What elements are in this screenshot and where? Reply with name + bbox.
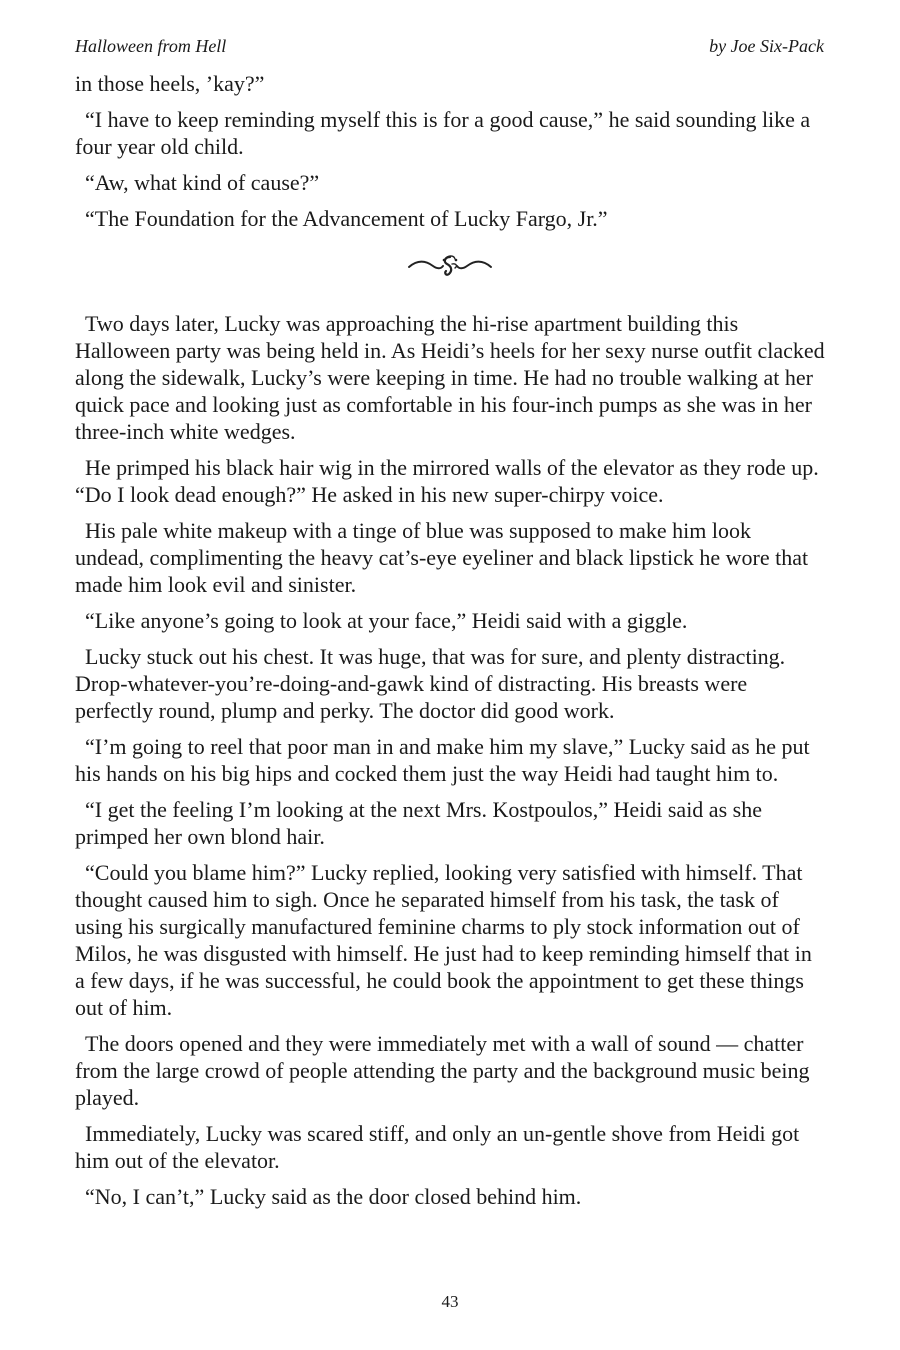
paragraph: The doors opened and they were immediately met with a wall of sound — chatter from the large crowd of people attending the party and the background music being played. — [75, 1031, 810, 1110]
page-number: 43 — [441, 1292, 459, 1311]
running-header — [75, 36, 824, 56]
paragraph: “Could you blame him?” Lucky replied, looking very satisfied with himself. That thought caused him to sigh. Once he separated himself from his task, the task of using his surgically manufactured feminine charms to ply stock information out of Milos, he was disgusted with himself. He just had to keep reminding himself that in a few days, if he was successful, he could book the appointment to get these things out of him. — [75, 860, 812, 1020]
paragraph: His pale white makeup with a tinge of blue was supposed to make him look undead, complimenting the heavy cat’s-eye eyeliner and black lipstick he wore that made him look evil and sinister. — [75, 518, 809, 597]
book-title: Halloween from Hell — [75, 36, 227, 56]
paragraph: “I have to keep reminding myself this is for a good cause,” he said sounding like a four year old child. — [75, 107, 811, 159]
paragraph: Lucky stuck out his chest. It was huge, that was for sure, and plenty distracting. Drop-whatever-you’re-doing-and-gawk kind of distracting. His breasts were perfectly round, plump and perky. The doctor did good work. — [75, 644, 786, 723]
paragraph: Two days later, Lucky was approaching the hi-rise apartment building this Halloween party was being held in. As Heidi’s heels for her sexy nurse outfit clacked along the sidewalk, Lucky’s were keeping in time. He had no trouble walking at her quick pace and looking just as comfortable in his four-inch pumps as she was in her three-inch white wedges. — [75, 311, 825, 444]
author-name: by Joe Six-Pack — [709, 36, 824, 56]
paragraph: Immediately, Lucky was scared stiff, and only an un-gentle shove from Heidi got him out of the elevator. — [75, 1121, 800, 1173]
paragraph: He primped his black hair wig in the mirrored walls of the elevator as they rode up. “Do I look dead enough?” He asked in his new super-chirpy voice. — [75, 455, 819, 507]
section-break — [75, 250, 825, 280]
paragraph: “I get the feeling I’m looking at the next Mrs. Kostpoulos,” Heidi said as she primped her own blond hair. — [75, 797, 762, 849]
page-body — [75, 70, 825, 1219]
scroll-flourish-icon — [405, 250, 495, 280]
paragraph: “No, I can’t,” Lucky said as the door closed behind him. — [85, 1184, 582, 1209]
paragraph: “I’m going to reel that poor man in and make him my slave,” Lucky said as he put his hands on his big hips and cocked them just the way Heidi had taught him to. — [75, 734, 810, 786]
paragraph: in those heels, ’kay?” — [75, 71, 265, 96]
paragraph: “Like anyone’s going to look at your face,” Heidi said with a giggle. — [85, 608, 688, 633]
paragraph: “The Foundation for the Advancement of Lucky Fargo, Jr.” — [85, 206, 608, 231]
paragraph: “Aw, what kind of cause?” — [85, 170, 320, 195]
